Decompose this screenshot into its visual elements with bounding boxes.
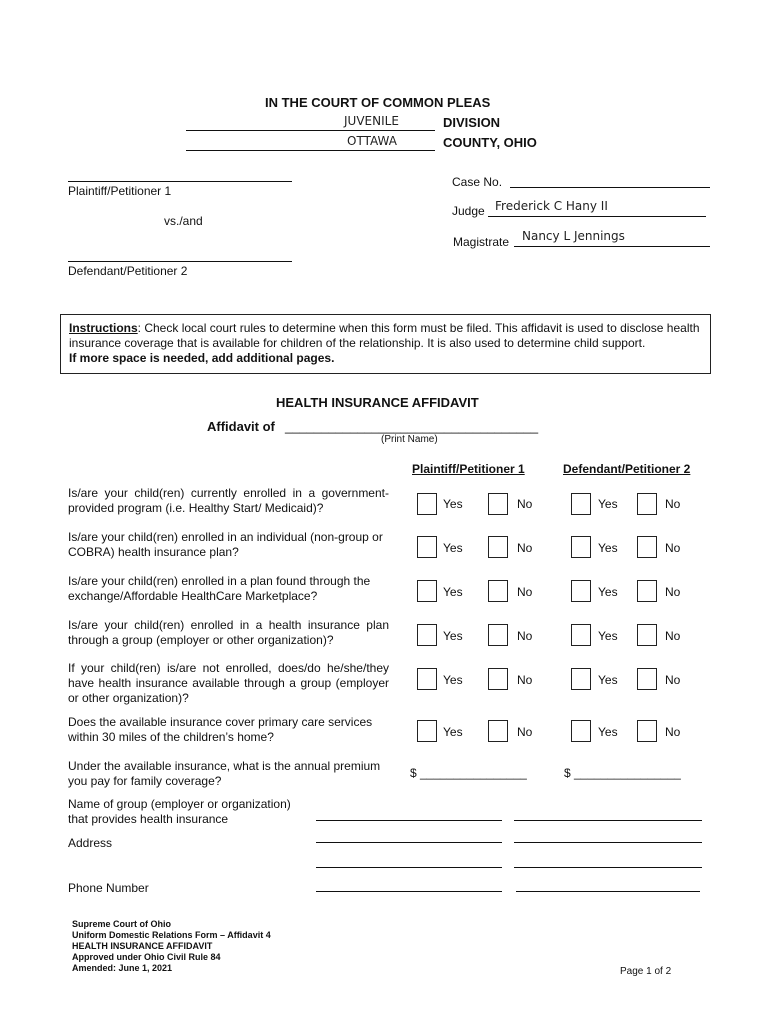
premium-question: Under the available insurance, what is the annual premium you pay for family coverage? xyxy=(68,759,381,788)
q2-p2-no-checkbox[interactable] xyxy=(637,536,657,558)
address-p2-field-1[interactable] xyxy=(514,842,702,843)
premium-p2-field[interactable]: $ ________________ xyxy=(564,766,681,780)
q2-p2-yes-checkbox[interactable] xyxy=(571,536,591,558)
q2-p1-yes-label: Yes xyxy=(443,541,463,555)
q3-p1-yes-checkbox[interactable] xyxy=(417,580,437,602)
form-title: HEALTH INSURANCE AFFIDAVIT xyxy=(276,395,479,410)
question-4: Is/are your child(ren) enrolled in a health insurance plan through a group (employer or other organization)? xyxy=(68,618,389,647)
q1-p1-yes-checkbox[interactable] xyxy=(417,493,437,515)
q6-p1-no-label: No xyxy=(517,725,533,739)
division-label: DIVISION xyxy=(443,115,501,130)
county-label: COUNTY, OHIO xyxy=(443,135,537,150)
col2-header: Defendant/Petitioner 2 xyxy=(563,462,691,476)
q6-p1-yes-label: Yes xyxy=(443,725,463,739)
q1-p2-no-label: No xyxy=(665,497,681,511)
magistrate-field[interactable]: Nancy L Jennings xyxy=(522,229,625,243)
instructions-note: If more space is needed, add additional pages. xyxy=(69,351,335,365)
phone-p2-field[interactable] xyxy=(516,891,700,892)
q4-p1-yes-checkbox[interactable] xyxy=(417,624,437,646)
q6-p1-yes-checkbox[interactable] xyxy=(417,720,437,742)
judge-field-line xyxy=(488,216,706,217)
page-number: Page 1 of 2 xyxy=(620,966,672,977)
question-3: Is/are your child(ren) enrolled in a plan found through the exchange/Affordable HealthCare Marketplace? xyxy=(68,574,371,603)
q3-p2-no-checkbox[interactable] xyxy=(637,580,657,602)
q5-p2-no-label: No xyxy=(665,673,681,687)
q3-p2-yes-label: Yes xyxy=(598,585,618,599)
court-title: IN THE COURT OF COMMON PLEAS xyxy=(265,95,491,110)
q3-p2-no-label: No xyxy=(665,585,681,599)
q2-p1-no-label: No xyxy=(517,541,533,555)
division-field[interactable]: JUVENILE xyxy=(344,114,399,128)
address-p1-field-1[interactable] xyxy=(316,842,502,843)
footer-line-3: HEALTH INSURANCE AFFIDAVIT xyxy=(72,941,213,951)
instructions-text: : Check local court rules to determine when this form must be filed. This affidavit is used to disclose health insurance coverage that is available for children of the relationship. It is also used to determine child support. xyxy=(69,321,700,350)
question-6: Does the available insurance cover primary care services within 30 miles of the children’s home? xyxy=(68,715,373,744)
q6-p2-no-label: No xyxy=(665,725,681,739)
q6-p2-yes-checkbox[interactable] xyxy=(571,720,591,742)
q5-p2-no-checkbox[interactable] xyxy=(637,668,657,690)
q3-p2-yes-checkbox[interactable] xyxy=(571,580,591,602)
defendant-name-field[interactable] xyxy=(68,261,292,262)
group-name-label: Name of group (employer or organization) that provides health insurance xyxy=(68,797,291,826)
footer-line-2: Uniform Domestic Relations Form – Affidavit 4 xyxy=(72,930,271,940)
q2-p1-no-checkbox[interactable] xyxy=(488,536,508,558)
group-name-p1-field[interactable] xyxy=(316,820,502,821)
address-p1-field-2[interactable] xyxy=(316,867,502,868)
judge-label: Judge xyxy=(452,204,485,218)
q5-p1-yes-checkbox[interactable] xyxy=(417,668,437,690)
question-2: Is/are your child(ren) enrolled in an individual (non-group or COBRA) health insurance plan? xyxy=(68,530,383,559)
q2-p2-yes-label: Yes xyxy=(598,541,618,555)
q6-p1-no-checkbox[interactable] xyxy=(488,720,508,742)
question-1: Is/are your child(ren) currently enrolled in a government-provided program (i.e. Healthy Start/ Medicaid)? xyxy=(68,486,389,515)
q4-p2-no-checkbox[interactable] xyxy=(637,624,657,646)
footer-block xyxy=(72,919,271,974)
q1-p1-yes-label: Yes xyxy=(443,497,463,511)
q1-p2-no-checkbox[interactable] xyxy=(637,493,657,515)
county-field[interactable]: OTTAWA xyxy=(347,134,397,148)
q1-p2-yes-label: Yes xyxy=(598,497,618,511)
q1-p1-no-label: No xyxy=(517,497,533,511)
group-name-p2-field[interactable] xyxy=(514,820,702,821)
affidavit-name-field[interactable]: ___________________________________ xyxy=(285,419,539,434)
q1-p2-yes-checkbox[interactable] xyxy=(571,493,591,515)
magistrate-label: Magistrate xyxy=(453,235,510,249)
q5-p1-no-checkbox[interactable] xyxy=(488,668,508,690)
q6-p2-no-checkbox[interactable] xyxy=(637,720,657,742)
case-no-label: Case No. xyxy=(452,175,503,189)
plaintiff-name-field[interactable] xyxy=(68,181,292,182)
q4-p2-no-label: No xyxy=(665,629,681,643)
division-field-line xyxy=(186,130,435,131)
q1-p1-no-checkbox[interactable] xyxy=(488,493,508,515)
q6-p2-yes-label: Yes xyxy=(598,725,618,739)
q4-p2-yes-checkbox[interactable] xyxy=(571,624,591,646)
affidavit-of-label: Affidavit of xyxy=(207,419,275,434)
footer-line-4: Approved under Ohio Civil Rule 84 xyxy=(72,952,221,962)
q4-p1-yes-label: Yes xyxy=(443,629,463,643)
q5-p1-yes-label: Yes xyxy=(443,673,463,687)
phone-p1-field[interactable] xyxy=(316,891,502,892)
phone-label: Phone Number xyxy=(68,881,149,895)
q2-p2-no-label: No xyxy=(665,541,681,555)
instructions-heading: Instructions xyxy=(69,321,138,335)
defendant-label: Defendant/Petitioner 2 xyxy=(68,264,188,278)
address-p2-field-2[interactable] xyxy=(514,867,702,868)
q5-p2-yes-checkbox[interactable] xyxy=(571,668,591,690)
print-name-label: (Print Name) xyxy=(381,434,438,445)
vs-label: vs./and xyxy=(164,214,203,228)
q5-p2-yes-label: Yes xyxy=(598,673,618,687)
address-label: Address xyxy=(68,836,113,850)
q5-p1-no-label: No xyxy=(517,673,533,687)
footer-line-5: Amended: June 1, 2021 xyxy=(72,963,173,973)
q4-p2-yes-label: Yes xyxy=(598,629,618,643)
q2-p1-yes-checkbox[interactable] xyxy=(417,536,437,558)
q4-p1-no-label: No xyxy=(517,629,533,643)
premium-p1-field[interactable]: $ ________________ xyxy=(410,766,527,780)
case-no-field[interactable] xyxy=(510,187,710,188)
footer-line-1: Supreme Court of Ohio xyxy=(72,919,171,929)
q3-p1-no-label: No xyxy=(517,585,533,599)
col1-header: Plaintiff/Petitioner 1 xyxy=(412,462,525,476)
judge-field[interactable]: Frederick C Hany II xyxy=(495,199,608,213)
q4-p1-no-checkbox[interactable] xyxy=(488,624,508,646)
county-field-line xyxy=(186,150,435,151)
magistrate-field-line xyxy=(514,246,710,247)
instructions-box xyxy=(60,314,711,374)
question-5: If your child(ren) is/are not enrolled, does/do he/she/they have health insurance available through a group (employer or other organization)? xyxy=(68,661,389,705)
plaintiff-label: Plaintiff/Petitioner 1 xyxy=(68,184,172,198)
q3-p1-no-checkbox[interactable] xyxy=(488,580,508,602)
q3-p1-yes-label: Yes xyxy=(443,585,463,599)
